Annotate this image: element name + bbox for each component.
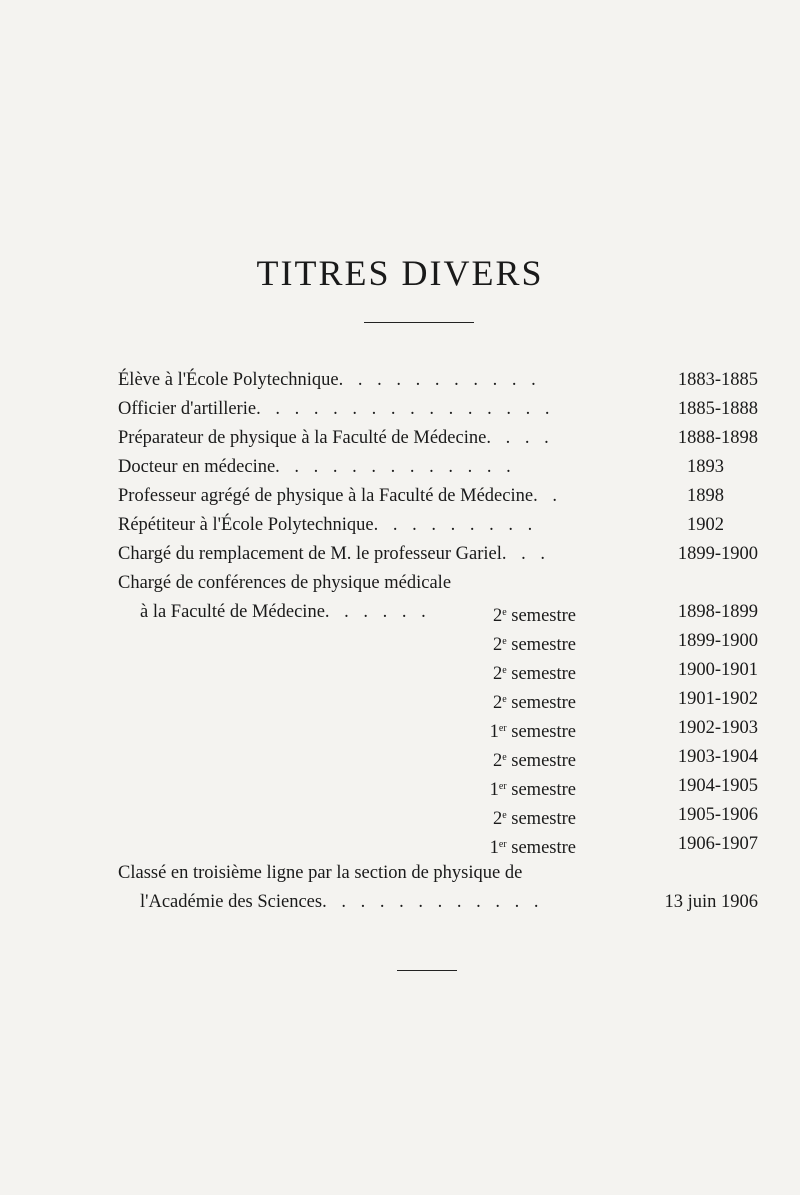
list-item — [118, 685, 758, 714]
semester-label: 1er semestre — [489, 838, 576, 858]
list-item — [118, 656, 758, 685]
entry-date: 1898 — [687, 486, 724, 506]
list-item — [118, 424, 758, 453]
list-item — [118, 888, 758, 917]
semester-years: 1901-1902 — [677, 689, 758, 709]
dot-leader: . . . . . . . . . . . . . . . . — [256, 399, 555, 419]
entry-label: à la Faculté de Médecine — [140, 602, 325, 622]
list-item — [118, 627, 758, 656]
entry-label: Officier d'artillerie — [118, 399, 257, 419]
entry-date: 1899-1900 — [677, 544, 758, 564]
list-item — [118, 859, 758, 888]
list-item — [118, 598, 758, 627]
entry-label: Répétiteur à l'École Polytechnique — [118, 515, 374, 535]
list-item — [118, 366, 758, 395]
list-item — [118, 772, 758, 801]
semester-years: 1900-1901 — [677, 660, 758, 680]
dot-leader: . . . . — [486, 428, 554, 448]
entry-label: Chargé du remplacement de M. le professeur Gariel — [118, 544, 502, 564]
entry-label: Professeur agrégé de physique à la Faculté de Médecine — [118, 486, 534, 506]
list-item — [118, 801, 758, 830]
semester-years: 1902-1903 — [677, 718, 758, 738]
semester-label: 2e semestre — [492, 693, 576, 713]
dot-leader: . . . . . . — [324, 602, 431, 622]
semester-label: 1er semestre — [489, 722, 576, 742]
semester-label: 2e semestre — [492, 751, 576, 771]
entry-label: l'Académie des Sciences — [140, 892, 323, 912]
list-item — [118, 743, 758, 772]
dot-leader: . . . . . . . . . . . — [338, 370, 541, 390]
entry-label: Classé en troisième ligne par la section de physique de — [118, 863, 523, 883]
list-item — [118, 714, 758, 743]
list-item — [118, 830, 758, 859]
dot-leader: . . . . . . . . . . . . — [322, 892, 544, 912]
list-item — [118, 453, 758, 482]
list-item — [118, 511, 758, 540]
entry-date: 1888-1898 — [677, 428, 758, 448]
entry-date: 1893 — [687, 457, 724, 477]
dot-leader: . . — [533, 486, 562, 506]
entry-date: 1902 — [687, 515, 724, 535]
list-item — [118, 569, 758, 598]
entry-label: Chargé de conférences de physique médicale — [118, 573, 452, 593]
semester-years: 1905-1906 — [677, 805, 758, 825]
entry-label: Préparateur de physique à la Faculté de Médecine — [118, 428, 487, 448]
list-item — [118, 482, 758, 511]
semester-label: 2e semestre — [492, 606, 576, 626]
dot-leader: . . . . . . . . . . . . . — [275, 457, 516, 477]
entry-label: Élève à l'École Polytechnique — [118, 370, 339, 390]
dot-leader: . . . . . . . . . — [373, 515, 538, 535]
entry-date: 13 juin 1906 — [664, 892, 758, 912]
title-rule — [364, 322, 474, 323]
semester-label: 2e semestre — [492, 664, 576, 684]
semester-years: 1903-1904 — [677, 747, 758, 767]
dot-leader: . . . — [501, 544, 551, 564]
semester-years: 1899-1900 — [677, 631, 758, 651]
entry-date: 1883-1885 — [677, 370, 758, 390]
entry-label: Docteur en médecine — [118, 457, 276, 477]
semester-label: 2e semestre — [492, 635, 576, 655]
semester-years: 1904-1905 — [677, 776, 758, 796]
semester-label: 2e semestre — [492, 809, 576, 829]
semester-years: 1906-1907 — [677, 834, 758, 854]
closing-rule — [397, 970, 457, 971]
semester-years: 1898-1899 — [677, 602, 758, 622]
list-item — [118, 540, 758, 569]
semester-label: 1er semestre — [489, 780, 576, 800]
page-title: TITRES DIVERS — [256, 253, 544, 293]
titles-list — [118, 366, 758, 917]
entry-date: 1885-1888 — [677, 399, 758, 419]
list-item — [118, 395, 758, 424]
